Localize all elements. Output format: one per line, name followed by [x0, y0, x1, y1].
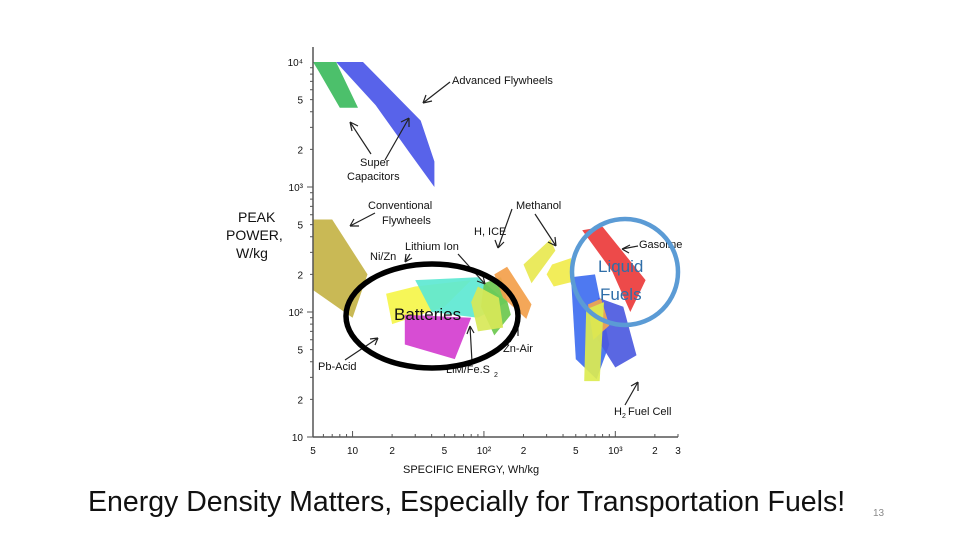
x-tick-label: 5: [310, 446, 316, 457]
arrow-lim-fes2: [467, 326, 474, 362]
x-tick-label: 10: [346, 446, 359, 457]
label-gasoline: Gasoline: [639, 239, 683, 251]
arrow-methanol: [535, 214, 556, 246]
x-tick-label: 5: [441, 446, 448, 457]
label-lim-fes2: LiM/Fe.S: [446, 364, 491, 376]
y-tick-label: 10²: [288, 308, 303, 319]
y-axis-title-line-3: W/kg: [236, 245, 268, 261]
arrow-advanced-flywheels: [423, 82, 450, 103]
y-axis-title-line-2: POWER,: [226, 227, 283, 243]
label-lim-fes2-subscript: 2: [494, 372, 498, 379]
y-tick-label: 5: [297, 95, 303, 107]
y-tick-label: 2: [297, 395, 303, 407]
y-tick-label: 2: [297, 270, 303, 282]
batteries-callout: Batteries: [394, 305, 462, 324]
y-tick-label: 10⁴: [287, 58, 303, 69]
label-h-ice: H, ICE: [474, 226, 507, 238]
label-zn-air: Zn-Air: [503, 343, 533, 355]
x-tick-label: 2: [520, 446, 527, 457]
label-fuel-cell: Fuel Cell: [628, 406, 672, 418]
slide-number: 13: [873, 508, 885, 519]
liquid-fuels-callout-line-2: Fuels: [600, 285, 642, 304]
x-tick-label: 2: [652, 446, 658, 457]
region-conventional-flywheels: [313, 220, 368, 318]
y-axis-title: [226, 209, 283, 261]
label-super: Super: [360, 157, 390, 169]
regions-layer: [313, 62, 646, 381]
y-axis-title-line-1: PEAK: [238, 209, 276, 225]
y-tick-label: 2: [297, 145, 303, 157]
x-tick-label: 2: [389, 446, 395, 457]
label-advanced-flywheels: Advanced Flywheels: [452, 75, 553, 87]
label-h2: H: [614, 406, 622, 418]
label-conventional: Conventional: [368, 200, 433, 212]
y-tick-label: 10: [291, 433, 303, 444]
y-tick-label: 5: [297, 220, 303, 232]
arrow-h2-fuel-cell: [625, 382, 638, 405]
arrow-capacitors-1: [350, 122, 371, 154]
label-flywheels: Flywheels: [382, 215, 431, 227]
x-tick-label: 5: [572, 446, 579, 457]
y-tick-label: 10³: [288, 183, 303, 194]
x-tick-label: 3: [675, 446, 681, 457]
y-tick-label: 5: [297, 345, 303, 357]
label-ni-zn: Ni/Zn: [370, 251, 397, 263]
label-pb-acid: Pb-Acid: [318, 361, 357, 373]
liquid-fuels-callout-line-1: Liquid: [598, 257, 644, 276]
label-capacitors: Capacitors: [347, 171, 400, 183]
x-tick-label: 10³: [608, 446, 623, 457]
label-lithium-ion: Lithium Ion: [405, 241, 459, 253]
x-tick-label: 10²: [476, 446, 492, 457]
label-methanol: Methanol: [516, 200, 562, 212]
arrow-gasoline: [622, 245, 638, 253]
arrow-conv-flywheels: [350, 213, 375, 226]
region-methanol: [547, 258, 574, 286]
label-h2-subscript: 2: [622, 413, 626, 420]
x-axis-title: SPECIFIC ENERGY, Wh/kg: [403, 464, 540, 476]
slide-caption: Energy Density Matters, Especially for Transportation Fuels!: [88, 486, 846, 518]
arrow-ni-zn: [405, 254, 412, 262]
